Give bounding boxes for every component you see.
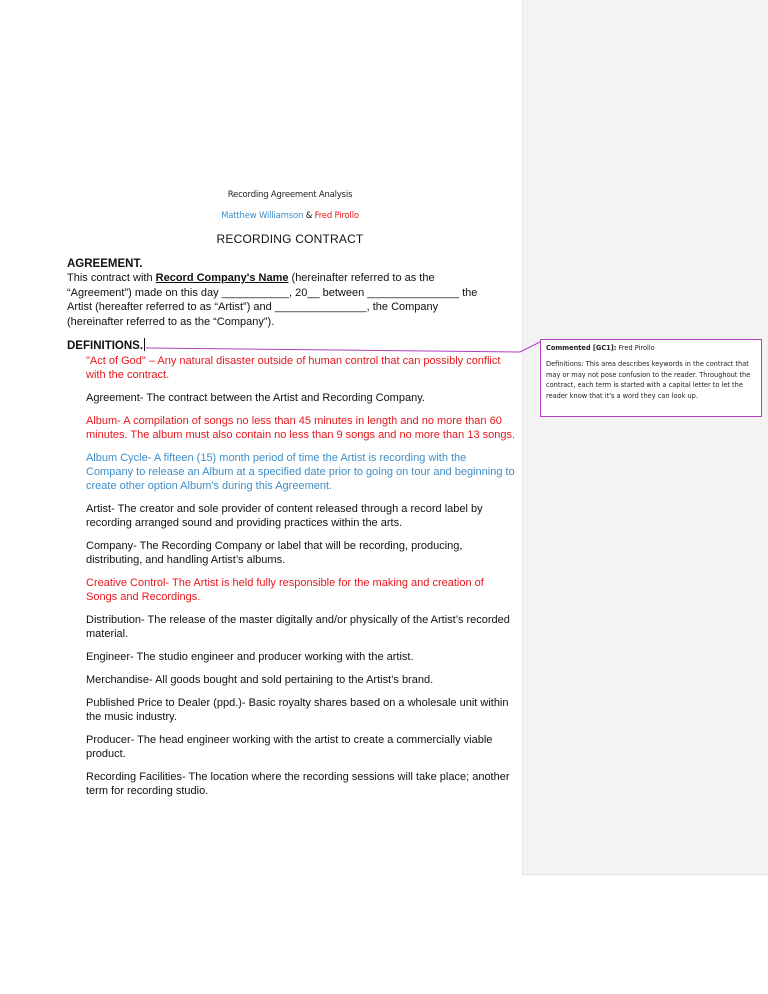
agreement-line-2: “Agreement”) made on this day ___________, 20__ between _______________ the [67,286,478,299]
definition-item: Engineer- The studio engineer and producer working with the artist. [86,651,414,663]
definitions-heading-text: DEFINITIONS. [67,340,144,352]
agreement-line-4: (hereinafter referred to as the “Company”). [67,315,275,328]
agreement-line-1-pre: This contract with [67,272,156,284]
agreement-heading: AGREEMENT. [67,258,143,270]
agreement-line-1-post: (hereinafter referred to as the [288,272,435,284]
document-header-title: Recording Agreement Analysis [227,190,353,200]
definition-item: "Act of God" – Any natural disaster outside of human control that can possibly conflict with the contract. [86,355,501,382]
definition-item: Album Cycle- A fifteen (15) month period of time the Artist is recording with the Company to release an Album at a specified date prior to going on tour and beginning to create other option Album's during this Agreement. [86,451,515,493]
agreement-line-3: Artist (hereafter referred to as “Artist”) and _______________, the Company [67,301,439,313]
comment-text: Definitions: This area describes keywords in the contract that may or may not pose confusion to the reader. Throughout the contract, each term is started with a capital letter to let the reader know that it's a word they can look up. [546,359,751,401]
comment-connector-line [146,342,540,352]
definition-item: Distribution- The release of the master digitally and/or physically of the Artist’s recorded material. [86,614,510,641]
comment-label: Commented [GC1]: [546,344,617,352]
comment-balloon[interactable] [540,339,762,417]
definition-item: Recording Facilities- The location where the recording sessions will take place; another term for recording studio. [86,770,510,797]
definition-item: Company- The Recording Company or label that will be recording, producing, distributing, and handling Artist’s albums. [86,540,463,567]
definition-item: Album- A compilation of songs no less than 45 minutes in length and no more than 60 minutes. The album must also contain no less than 9 songs and no more than 13 songs. [86,414,516,441]
definition-item: Merchandise- All goods bought and sold pertaining to the Artist’s brand. [86,673,434,686]
definition-item: Agreement- The contract between the Artist and Recording Company. [86,392,425,404]
author-matthew: Matthew Williamson [221,211,304,221]
author-fred: Fred Pirollo [314,211,359,221]
definition-item: Creative Control- The Artist is held fully responsible for the making and creation of Songs and Recordings. [86,577,484,604]
record-company-name: Record Company's Name [155,272,289,284]
contract-title: RECORDING CONTRACT [216,232,364,246]
comment-author: Fred Pirollo [616,344,655,352]
comment-header [546,343,756,354]
definition-item: Published Price to Dealer (ppd.)- Basic royalty shares based on a wholesale unit within the music industry. [86,696,509,723]
author-separator: & [303,211,315,221]
definition-item: Artist- The creator and sole provider of content released through a record label by recording arranged sound and providing practices within the arts. [86,503,483,530]
definition-item: Producer- The head engineer working with the artist to create a commercially viable product. [86,733,493,760]
